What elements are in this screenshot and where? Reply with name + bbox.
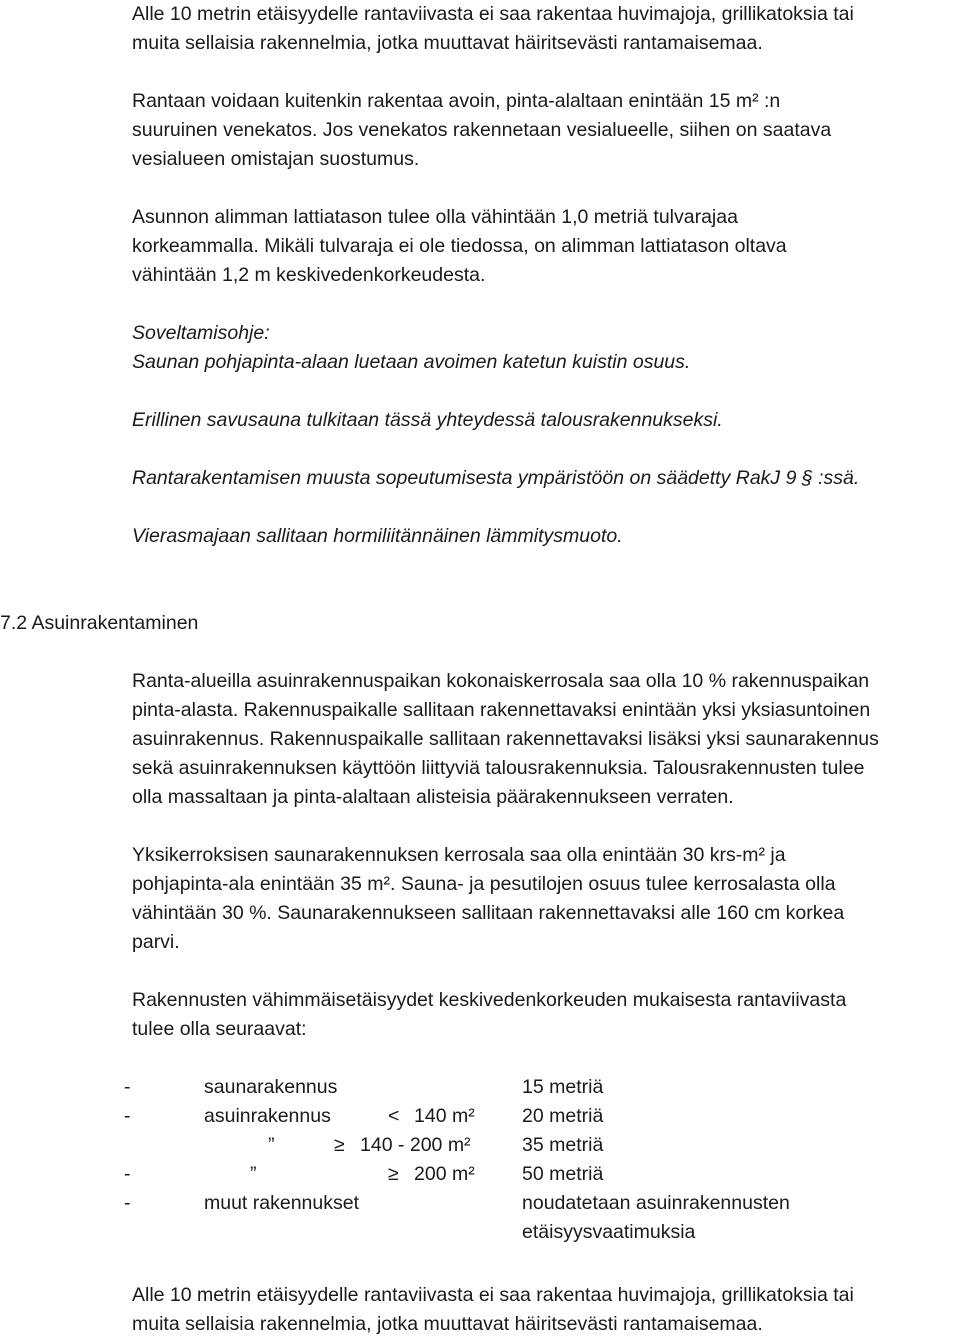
paragraph-line: muita sellaisia rakennelmia, jotka muuttavat häiritsevästi rantamaisemaa. [132,32,763,54]
guide-line: Erillinen savusauna tulkitaan tässä yhteydessä talousrakennukseksi. [132,409,723,431]
paragraph-line: Rantaan voidaan kuitenkin rakentaa avoin, pinta-alaltaan enintään 15 m² :n [132,90,781,112]
building-type: saunarakennus [204,1076,338,1098]
size-operator: < [388,1105,400,1127]
paragraph-line: Rakennusten vähimmäisetäisyydet keskivedenkorkeuden mukaisesta rantaviivasta [132,989,847,1011]
distance-row [0,1218,960,1247]
paragraph-line: pinta-alasta. Rakennuspaikalle sallitaan rakennettavaksi enintään yksi yksiasuntoinen [132,699,871,721]
guide-line: Rantarakentamisen muusta sopeutumisesta ympäristöön on säädetty RakJ 9 § :ssä. [132,467,860,489]
distance-row [0,1160,960,1189]
size-operator: ≥ [334,1134,345,1156]
paragraph-line: vähintään 30 %. Saunarakennukseen sallitaan rakennettavaksi alle 160 cm korkea [132,902,845,924]
ditto-mark: ” [250,1163,257,1185]
guide-line: Vierasmajaan sallitaan hormiliitännäinen lämmitysmuoto. [132,525,623,547]
distance-value: 35 metriä [522,1134,604,1156]
paragraph-line: suuruinen venekatos. Jos venekatos rakennetaan vesialueelle, siihen on saatava [132,119,832,141]
paragraph-line: Yksikerroksisen saunarakennuksen kerrosala saa olla enintään 30 krs-m² ja [132,844,786,866]
paragraph-line: vesialueen omistajan suostumus. [132,148,420,170]
ditto-mark: ” [268,1134,275,1156]
distance-row [0,1073,960,1102]
list-dash: - [124,1076,131,1098]
section-heading: 7.2 Asuinrakentaminen [0,612,199,634]
paragraph-line: Asunnon alimman lattiatason tulee olla vähintään 1,0 metriä tulvarajaa [132,206,738,228]
distance-row [0,1102,960,1131]
distance-row [0,1131,960,1160]
size-value: 140 - 200 m² [360,1134,471,1156]
size-value: 140 m² [414,1105,475,1127]
paragraph-line: korkeammalla. Mikäli tulvaraja ei ole tiedossa, on alimman lattiatason oltava [132,235,787,257]
paragraph-line: olla massaltaan ja pinta-alaltaan alisteisia päärakennukseen verraten. [132,786,734,808]
distance-row [0,1189,960,1218]
list-dash: - [124,1192,131,1214]
paragraph-line: sekä asuinrakennuksen käyttöön liittyviä talousrakennuksia. Talousrakennusten tulee [132,757,865,779]
building-type: muut rakennukset [204,1192,360,1214]
paragraph-line: vähintään 1,2 m keskivedenkorkeudesta. [132,264,486,286]
distance-value: 20 metriä [522,1105,604,1127]
distance-value: 50 metriä [522,1163,604,1185]
paragraph-line: pohjapinta-ala enintään 35 m². Sauna- ja pesutilojen osuus tulee kerrosalasta olla [132,873,836,895]
distance-value: noudatetaan asuinrakennusten [522,1192,790,1214]
paragraph-line: tulee olla seuraavat: [132,1018,307,1040]
paragraph-line: muita sellaisia rakennelmia, jotka muuttavat häiritsevästi rantamaisemaa. [132,1313,763,1335]
list-dash: - [124,1105,131,1127]
guide-line: Saunan pohjapinta-alaan luetaan avoimen katetun kuistin osuus. [132,351,691,373]
distance-value: 15 metriä [522,1076,604,1098]
paragraph-line: Alle 10 metrin etäisyydelle rantaviivasta ei saa rakentaa huvimajoja, grillikatoksia tai [132,1284,854,1306]
list-dash: - [124,1163,131,1185]
size-value: 200 m² [414,1163,475,1185]
distance-value: etäisyysvaatimuksia [522,1221,696,1243]
size-operator: ≥ [388,1163,399,1185]
paragraph-line: Alle 10 metrin etäisyydelle rantaviivasta ei saa rakentaa huvimajoja, grillikatoksia tai [132,3,854,25]
building-type: asuinrakennus [204,1105,331,1127]
paragraph-line: asuinrakennus. Rakennuspaikalle sallitaan rakennettavaksi lisäksi yksi saunarakennus [132,728,879,750]
guide-heading: Soveltamisohje: [132,322,270,344]
paragraph-line: Ranta-alueilla asuinrakennuspaikan kokonaiskerrosala saa olla 10 % rakennuspaikan [132,670,870,692]
paragraph-line: parvi. [132,931,180,953]
